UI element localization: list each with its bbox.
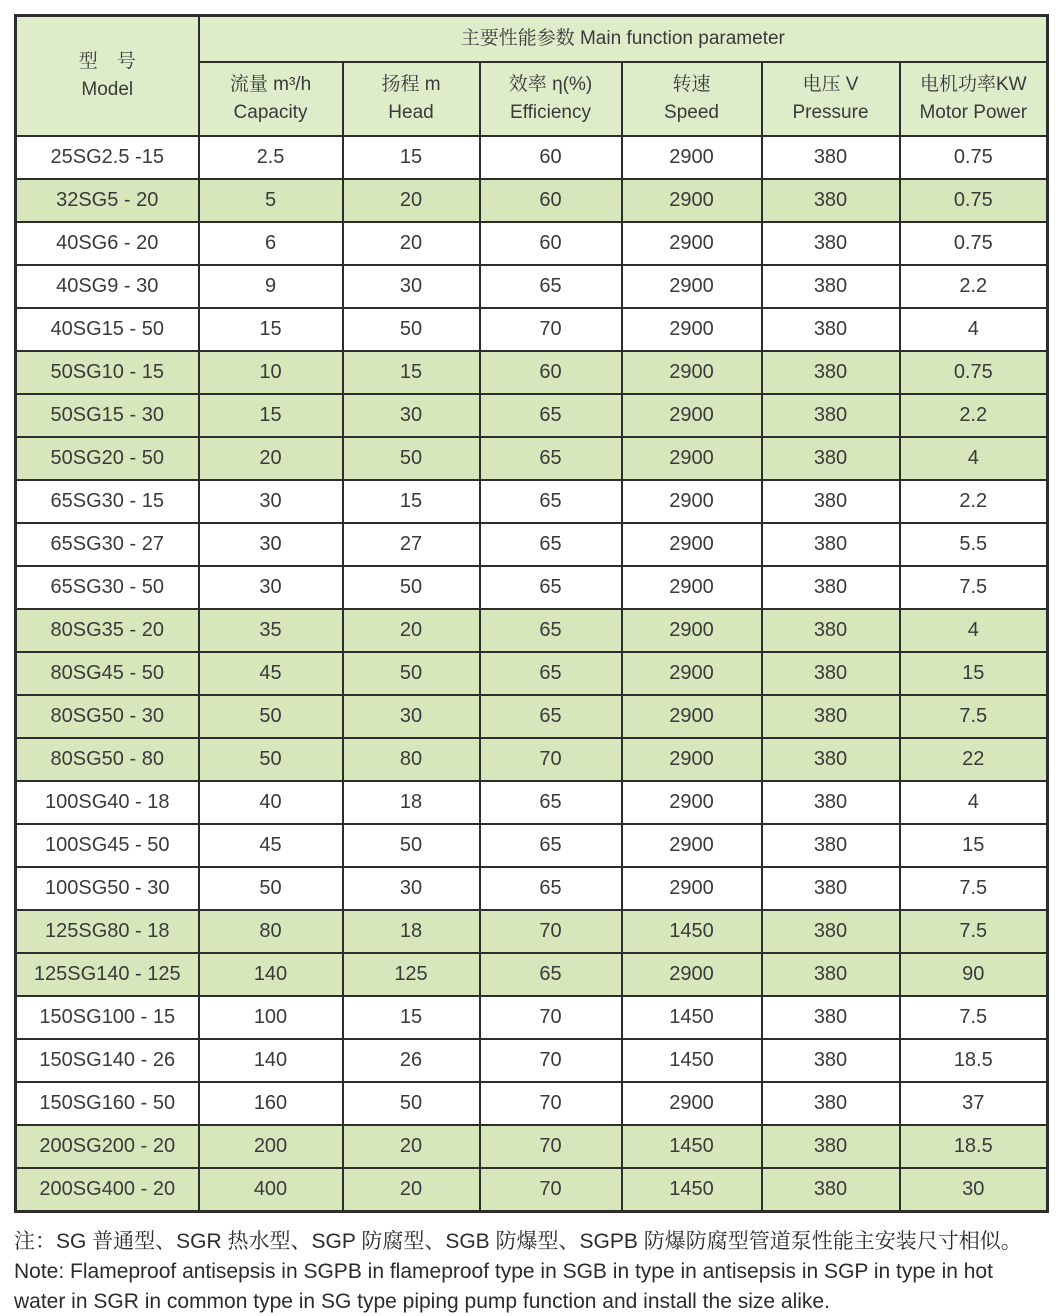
table-cell: 20 [343, 1125, 480, 1168]
table-cell: 15 [199, 308, 343, 351]
table-cell: 380 [762, 222, 900, 265]
table-cell: 200SG200 - 20 [16, 1125, 199, 1168]
group-header: 主要性能参数 Main function parameter [199, 16, 1048, 63]
table-cell: 70 [480, 1168, 622, 1212]
table-cell: 30 [343, 695, 480, 738]
table-row [16, 1082, 1048, 1125]
table-cell: 65 [480, 867, 622, 910]
table-cell: 80SG50 - 80 [16, 738, 199, 781]
table-cell: 65 [480, 781, 622, 824]
table-cell: 0.75 [900, 222, 1048, 265]
table-cell: 18.5 [900, 1125, 1048, 1168]
table-cell: 380 [762, 1125, 900, 1168]
table-cell: 30 [343, 867, 480, 910]
table-cell: 50 [199, 867, 343, 910]
table-cell: 380 [762, 1039, 900, 1082]
note-english: Note: Flameproof antisepsis in SGPB in flameproof type in SGB in type in antisepsis in SGP in type in hot water in SGR in common type in SG type piping pump function and install the size alike. [14, 1259, 993, 1313]
table-row [16, 394, 1048, 437]
table-cell: 140 [199, 953, 343, 996]
table-cell: 2900 [622, 179, 762, 222]
table-cell: 15 [343, 136, 480, 179]
table-cell: 150SG160 - 50 [16, 1082, 199, 1125]
table-cell: 50SG20 - 50 [16, 437, 199, 480]
table-cell: 90 [900, 953, 1048, 996]
table-cell: 4 [900, 437, 1048, 480]
table-cell: 2.5 [199, 136, 343, 179]
table-cell: 4 [900, 781, 1048, 824]
table-cell: 380 [762, 437, 900, 480]
table-row [16, 781, 1048, 824]
table-cell: 1450 [622, 910, 762, 953]
table-cell: 65 [480, 652, 622, 695]
table-body [16, 136, 1048, 1212]
table-row [16, 910, 1048, 953]
table-cell: 380 [762, 265, 900, 308]
table-cell: 37 [900, 1082, 1048, 1125]
table-cell: 35 [199, 609, 343, 652]
column-header: 扬程 m Head [343, 62, 480, 136]
table-cell: 380 [762, 781, 900, 824]
table-cell: 50 [343, 308, 480, 351]
table-cell: 380 [762, 609, 900, 652]
table-row [16, 308, 1048, 351]
table-cell: 380 [762, 738, 900, 781]
model-column-header [16, 16, 199, 137]
table-cell: 50 [343, 437, 480, 480]
table-cell: 65 [480, 437, 622, 480]
table-cell: 9 [199, 265, 343, 308]
table-cell: 1450 [622, 1168, 762, 1212]
table-cell: 380 [762, 867, 900, 910]
table-row [16, 566, 1048, 609]
table-cell: 2900 [622, 480, 762, 523]
table-cell: 7.5 [900, 996, 1048, 1039]
table-cell: 2900 [622, 867, 762, 910]
table-cell: 380 [762, 136, 900, 179]
table-cell: 65 [480, 566, 622, 609]
table-cell: 100SG40 - 18 [16, 781, 199, 824]
table-cell: 20 [343, 222, 480, 265]
table-cell: 80SG50 - 30 [16, 695, 199, 738]
table-row [16, 652, 1048, 695]
table-cell: 2900 [622, 695, 762, 738]
table-cell: 100 [199, 996, 343, 1039]
table-cell: 380 [762, 652, 900, 695]
table-cell: 60 [480, 351, 622, 394]
table-cell: 0.75 [900, 136, 1048, 179]
table-cell: 5.5 [900, 523, 1048, 566]
table-cell: 65 [480, 265, 622, 308]
table-cell: 10 [199, 351, 343, 394]
table-cell: 30 [343, 394, 480, 437]
table-cell: 100SG45 - 50 [16, 824, 199, 867]
table-cell: 26 [343, 1039, 480, 1082]
table-cell: 2900 [622, 394, 762, 437]
table-cell: 160 [199, 1082, 343, 1125]
table-cell: 22 [900, 738, 1048, 781]
table-cell: 380 [762, 824, 900, 867]
column-header: 效率 η(%) Efficiency [480, 62, 622, 136]
table-row [16, 265, 1048, 308]
table-row [16, 867, 1048, 910]
table-cell: 65 [480, 824, 622, 867]
table-cell: 2900 [622, 1082, 762, 1125]
table-cell: 50 [199, 695, 343, 738]
table-header [16, 16, 1048, 137]
table-cell: 380 [762, 394, 900, 437]
table-cell: 7.5 [900, 910, 1048, 953]
table-cell: 4 [900, 308, 1048, 351]
table-cell: 70 [480, 996, 622, 1039]
table-cell: 50SG15 - 30 [16, 394, 199, 437]
table-cell: 125SG80 - 18 [16, 910, 199, 953]
table-cell: 380 [762, 953, 900, 996]
table-cell: 380 [762, 308, 900, 351]
table-cell: 18 [343, 781, 480, 824]
table-cell: 380 [762, 179, 900, 222]
column-header: 转速 Speed [622, 62, 762, 136]
table-cell: 15 [343, 351, 480, 394]
table-cell: 50 [343, 566, 480, 609]
table-cell: 65 [480, 695, 622, 738]
table-cell: 70 [480, 738, 622, 781]
table-cell: 32SG5 - 20 [16, 179, 199, 222]
table-cell: 0.75 [900, 351, 1048, 394]
table-row [16, 824, 1048, 867]
table-cell: 5 [199, 179, 343, 222]
table-cell: 2900 [622, 824, 762, 867]
table-cell: 40SG6 - 20 [16, 222, 199, 265]
table-cell: 30 [199, 566, 343, 609]
model-header-en: Model [81, 79, 134, 100]
table-cell: 50 [343, 824, 480, 867]
table-row [16, 609, 1048, 652]
table-cell: 20 [199, 437, 343, 480]
table-row [16, 179, 1048, 222]
table-cell: 18 [343, 910, 480, 953]
table-cell: 50SG10 - 15 [16, 351, 199, 394]
table-cell: 30 [900, 1168, 1048, 1212]
table-cell: 150SG140 - 26 [16, 1039, 199, 1082]
table-cell: 2900 [622, 523, 762, 566]
table-cell: 380 [762, 1168, 900, 1212]
table-row [16, 1125, 1048, 1168]
table-cell: 65SG30 - 27 [16, 523, 199, 566]
table-cell: 7.5 [900, 566, 1048, 609]
table-row [16, 953, 1048, 996]
table-cell: 380 [762, 695, 900, 738]
table-cell: 18.5 [900, 1039, 1048, 1082]
table-row [16, 351, 1048, 394]
table-cell: 4 [900, 609, 1048, 652]
table-cell: 1450 [622, 996, 762, 1039]
table-cell: 380 [762, 910, 900, 953]
table-cell: 70 [480, 308, 622, 351]
table-cell: 2900 [622, 738, 762, 781]
table-cell: 200SG400 - 20 [16, 1168, 199, 1212]
table-row [16, 480, 1048, 523]
table-cell: 65 [480, 394, 622, 437]
table-cell: 20 [343, 1168, 480, 1212]
table-cell: 65 [480, 953, 622, 996]
table-cell: 65 [480, 609, 622, 652]
table-cell: 60 [480, 179, 622, 222]
table-cell: 15 [343, 480, 480, 523]
table-cell: 80 [343, 738, 480, 781]
table-cell: 125 [343, 953, 480, 996]
table-cell: 2900 [622, 308, 762, 351]
table-row [16, 222, 1048, 265]
table-cell: 80SG35 - 20 [16, 609, 199, 652]
table-cell: 100SG50 - 30 [16, 867, 199, 910]
table-cell: 25SG2.5 -15 [16, 136, 199, 179]
table-row [16, 523, 1048, 566]
table-cell: 2900 [622, 609, 762, 652]
table-cell: 380 [762, 480, 900, 523]
table-row [16, 1039, 1048, 1082]
table-cell: 80 [199, 910, 343, 953]
table-row [16, 738, 1048, 781]
table-cell: 15 [900, 824, 1048, 867]
table-cell: 65SG30 - 50 [16, 566, 199, 609]
table-cell: 1450 [622, 1039, 762, 1082]
table-cell: 2900 [622, 566, 762, 609]
table-cell: 6 [199, 222, 343, 265]
table-row [16, 996, 1048, 1039]
table-cell: 380 [762, 566, 900, 609]
table-cell: 65SG30 - 15 [16, 480, 199, 523]
table-cell: 7.5 [900, 695, 1048, 738]
table-cell: 140 [199, 1039, 343, 1082]
table-cell: 50 [343, 652, 480, 695]
table-cell: 20 [343, 609, 480, 652]
table-cell: 70 [480, 910, 622, 953]
table-cell: 15 [199, 394, 343, 437]
table-cell: 45 [199, 652, 343, 695]
table-cell: 60 [480, 136, 622, 179]
column-header: 电机功率KW Motor Power [900, 62, 1048, 136]
table-cell: 40SG9 - 30 [16, 265, 199, 308]
table-cell: 30 [199, 480, 343, 523]
table-cell: 0.75 [900, 179, 1048, 222]
table-cell: 1450 [622, 1125, 762, 1168]
table-cell: 400 [199, 1168, 343, 1212]
note-chinese: 注：SG 普通型、SGR 热水型、SGP 防腐型、SGB 防爆型、SGPB 防爆防腐型管道泵性能主安装尺寸相似。 [14, 1230, 1022, 1253]
table-cell: 70 [480, 1082, 622, 1125]
table-cell: 150SG100 - 15 [16, 996, 199, 1039]
table-cell: 200 [199, 1125, 343, 1168]
table-cell: 125SG140 - 125 [16, 953, 199, 996]
table-row [16, 1168, 1048, 1212]
table-cell: 50 [343, 1082, 480, 1125]
table-cell: 2900 [622, 222, 762, 265]
table-cell: 2900 [622, 953, 762, 996]
table-cell: 15 [900, 652, 1048, 695]
table-cell: 2900 [622, 265, 762, 308]
table-cell: 30 [199, 523, 343, 566]
table-cell: 30 [343, 265, 480, 308]
table-cell: 2900 [622, 781, 762, 824]
table-cell: 380 [762, 996, 900, 1039]
table-cell: 2.2 [900, 265, 1048, 308]
column-header: 电压 V Pressure [762, 62, 900, 136]
table-cell: 380 [762, 523, 900, 566]
table-cell: 50 [199, 738, 343, 781]
column-header: 流量 m³/h Capacity [199, 62, 343, 136]
table-cell: 60 [480, 222, 622, 265]
table-cell: 20 [343, 179, 480, 222]
table-cell: 2900 [622, 652, 762, 695]
table-cell: 15 [343, 996, 480, 1039]
table-cell: 40SG15 - 50 [16, 308, 199, 351]
table-cell: 2900 [622, 351, 762, 394]
model-header-cn: 型 号 [78, 50, 136, 72]
table-cell: 65 [480, 480, 622, 523]
table-cell: 45 [199, 824, 343, 867]
table-cell: 65 [480, 523, 622, 566]
table-cell: 7.5 [900, 867, 1048, 910]
table-cell: 40 [199, 781, 343, 824]
table-cell: 380 [762, 1082, 900, 1125]
table-cell: 2.2 [900, 480, 1048, 523]
pump-spec-table [14, 14, 1049, 1213]
table-cell: 70 [480, 1125, 622, 1168]
table-cell: 70 [480, 1039, 622, 1082]
table-row [16, 695, 1048, 738]
table-cell: 2.2 [900, 394, 1048, 437]
table-cell: 2900 [622, 136, 762, 179]
table-cell: 27 [343, 523, 480, 566]
footer-notes [14, 1227, 1050, 1316]
table-cell: 380 [762, 351, 900, 394]
table-row [16, 136, 1048, 179]
table-row [16, 437, 1048, 480]
table-cell: 2900 [622, 437, 762, 480]
table-cell: 80SG45 - 50 [16, 652, 199, 695]
